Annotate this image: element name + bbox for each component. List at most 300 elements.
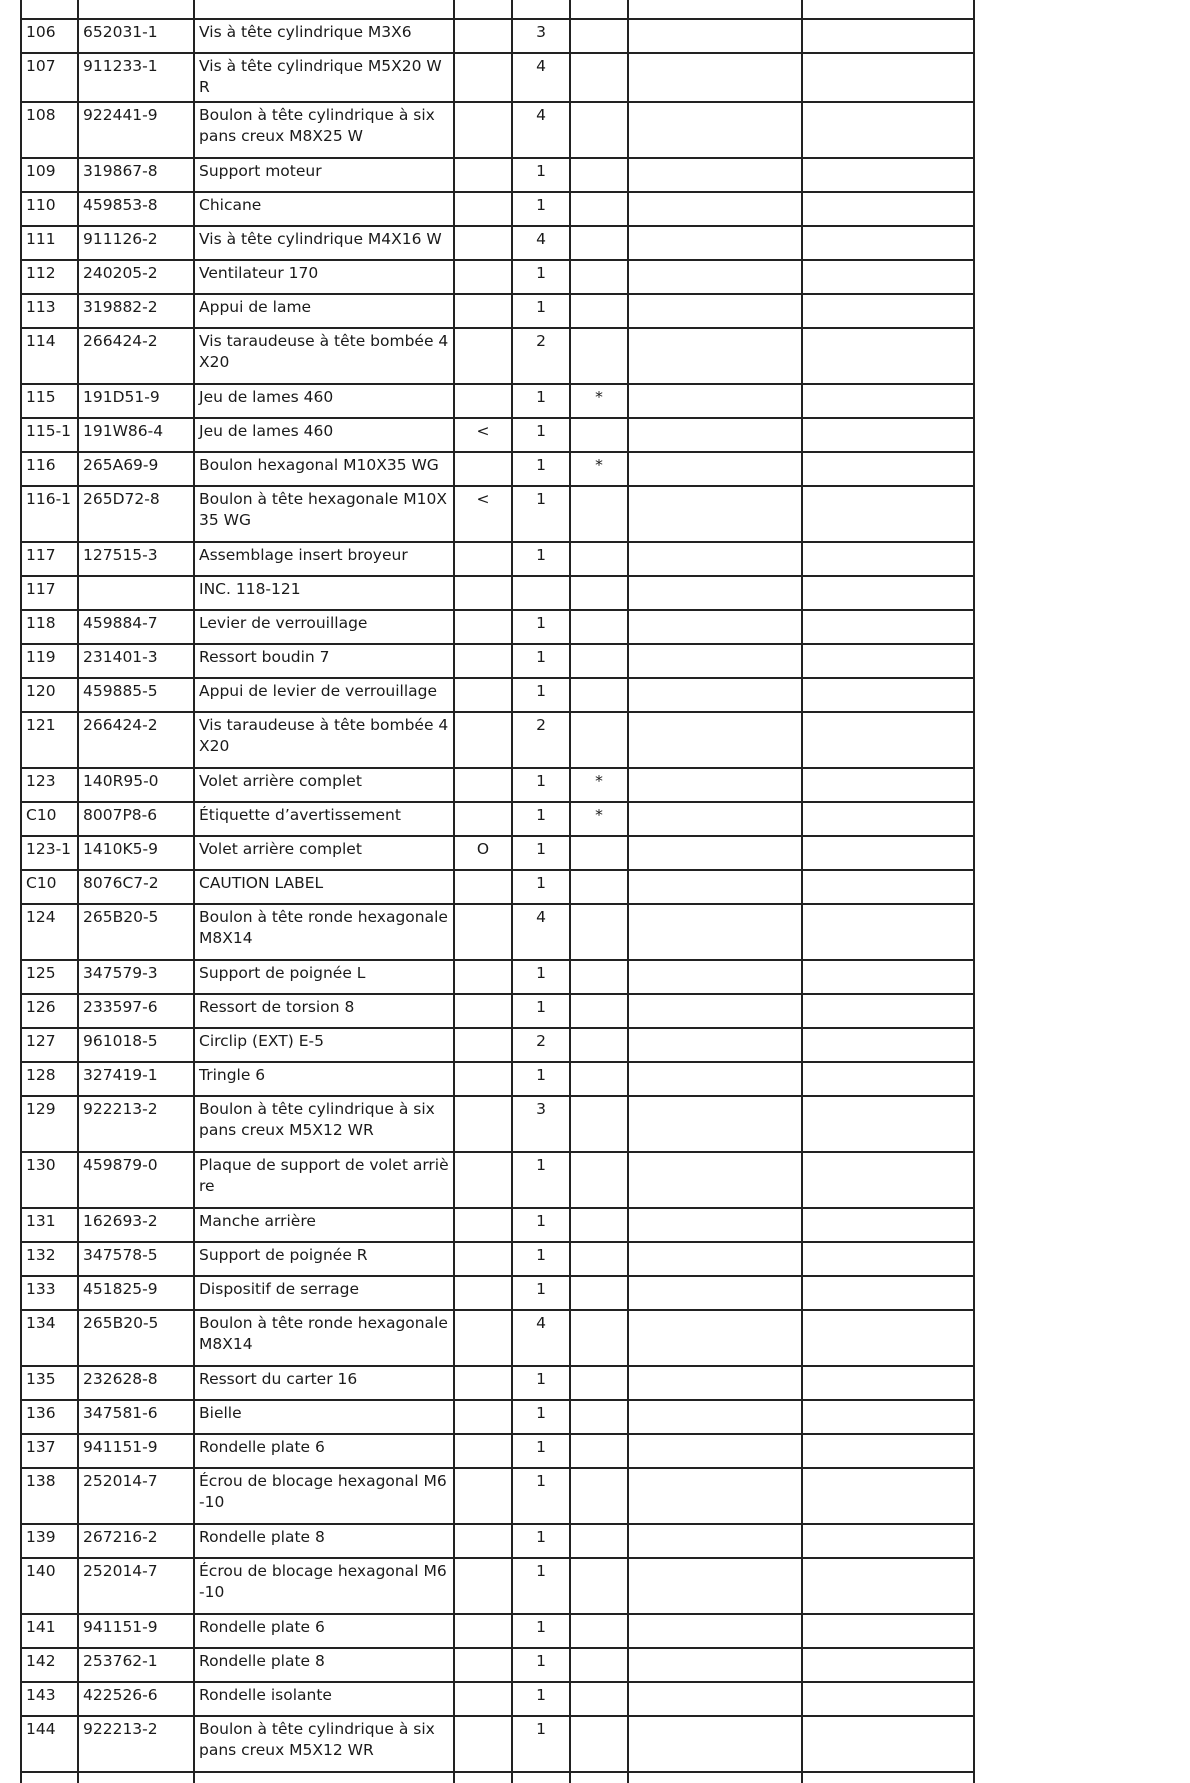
blank-cell xyxy=(628,542,802,576)
blank-cell xyxy=(802,1682,974,1716)
flag-cell xyxy=(570,1310,628,1366)
item-number-cell: 129 xyxy=(21,1096,78,1152)
change-mark-cell xyxy=(454,1152,512,1208)
change-mark-cell xyxy=(454,576,512,610)
table-row xyxy=(21,53,974,102)
item-number-cell: 138 xyxy=(21,1468,78,1524)
table-row xyxy=(21,1400,974,1434)
quantity-cell: 1 xyxy=(512,452,570,486)
change-mark-cell xyxy=(454,384,512,418)
quantity-cell: 1 xyxy=(512,1242,570,1276)
blank-cell xyxy=(802,1772,974,1783)
quantity-cell: 1 xyxy=(512,260,570,294)
table-row xyxy=(21,158,974,192)
item-number-cell: 141 xyxy=(21,1614,78,1648)
blank-cell xyxy=(802,1434,974,1468)
blank-cell xyxy=(802,452,974,486)
change-mark-cell xyxy=(454,1276,512,1310)
change-mark-cell xyxy=(454,102,512,158)
part-number-cell: 327419-1 xyxy=(78,1062,194,1096)
blank-cell xyxy=(628,1242,802,1276)
blank-cell xyxy=(802,1648,974,1682)
flag-cell: * xyxy=(570,802,628,836)
table-row xyxy=(21,1208,974,1242)
flag-cell xyxy=(570,226,628,260)
flag-cell xyxy=(570,1716,628,1772)
change-mark-cell xyxy=(454,960,512,994)
flag-cell xyxy=(570,836,628,870)
quantity-cell: 1 xyxy=(512,644,570,678)
blank-cell xyxy=(628,1366,802,1400)
table-row xyxy=(21,1276,974,1310)
part-number-cell: 922213-2 xyxy=(78,1096,194,1152)
change-mark-cell xyxy=(454,1208,512,1242)
quantity-cell: 3 xyxy=(512,19,570,53)
blank-cell xyxy=(628,1152,802,1208)
description-cell: Rondelle plate 6 xyxy=(194,1434,454,1468)
item-number-cell: 140 xyxy=(21,1558,78,1614)
description-cell: CAUTION LABEL xyxy=(194,870,454,904)
quantity-cell: 4 xyxy=(512,53,570,102)
part-number-cell: 191W86-4 xyxy=(78,418,194,452)
flag-cell xyxy=(570,1276,628,1310)
description-cell: Écrou de blocage hexagonal M6-10 xyxy=(194,1558,454,1614)
flag-cell: * xyxy=(570,452,628,486)
change-mark-cell xyxy=(454,1062,512,1096)
part-number-cell: 162693-2 xyxy=(78,1208,194,1242)
description-cell: Plaque de support de volet arrière xyxy=(194,1152,454,1208)
part-number-cell: 8076C7-2 xyxy=(78,870,194,904)
part-number-cell: 233597-6 xyxy=(78,994,194,1028)
flag-cell xyxy=(570,294,628,328)
blank-cell xyxy=(628,1558,802,1614)
item-number-cell: 121 xyxy=(21,712,78,768)
table-row xyxy=(21,802,974,836)
item-number-cell: 131 xyxy=(21,1208,78,1242)
change-mark-cell xyxy=(454,1310,512,1366)
table-row xyxy=(21,1558,974,1614)
quantity-cell: 1 xyxy=(512,192,570,226)
flag-cell xyxy=(570,1434,628,1468)
description-cell: Volet arrière complet xyxy=(194,836,454,870)
flag-cell xyxy=(570,1242,628,1276)
table-row xyxy=(21,994,974,1028)
blank-cell xyxy=(802,644,974,678)
table-row xyxy=(21,226,974,260)
change-mark-cell xyxy=(454,712,512,768)
blank-cell xyxy=(628,486,802,542)
part-number-cell: 266424-2 xyxy=(78,328,194,384)
table-continuation-row xyxy=(21,1772,974,1783)
table-row xyxy=(21,384,974,418)
quantity-cell: 2 xyxy=(512,712,570,768)
part-number-cell: 319882-2 xyxy=(78,294,194,328)
quantity-cell: 1 xyxy=(512,1062,570,1096)
part-number-cell: 941151-9 xyxy=(78,1434,194,1468)
description-cell: Ressort boudin 7 xyxy=(194,644,454,678)
table-row xyxy=(21,960,974,994)
part-number-cell: 319867-8 xyxy=(78,158,194,192)
flag-cell xyxy=(570,19,628,53)
quantity-cell: 1 xyxy=(512,960,570,994)
blank-cell xyxy=(628,836,802,870)
item-number-cell: 127 xyxy=(21,1028,78,1062)
table-row xyxy=(21,836,974,870)
blank-cell xyxy=(802,328,974,384)
quantity-cell: 1 xyxy=(512,1400,570,1434)
blank-cell xyxy=(21,1772,78,1783)
change-mark-cell xyxy=(454,1434,512,1468)
table-row xyxy=(21,542,974,576)
flag-cell xyxy=(570,328,628,384)
blank-cell xyxy=(628,1208,802,1242)
quantity-cell: 4 xyxy=(512,226,570,260)
quantity-cell: 1 xyxy=(512,1366,570,1400)
quantity-cell: 1 xyxy=(512,384,570,418)
description-cell: Vis à tête cylindrique M4X16 W xyxy=(194,226,454,260)
blank-cell xyxy=(628,53,802,102)
part-number-cell: 911126-2 xyxy=(78,226,194,260)
item-number-cell: 135 xyxy=(21,1366,78,1400)
item-number-cell: 116 xyxy=(21,452,78,486)
blank-cell xyxy=(802,542,974,576)
blank-cell xyxy=(628,452,802,486)
blank-cell xyxy=(802,610,974,644)
item-number-cell: 106 xyxy=(21,19,78,53)
part-number-cell: 231401-3 xyxy=(78,644,194,678)
description-cell: Ressort du carter 16 xyxy=(194,1366,454,1400)
description-cell: Ventilateur 170 xyxy=(194,260,454,294)
blank-cell xyxy=(628,226,802,260)
blank-cell xyxy=(802,1468,974,1524)
table-row xyxy=(21,1242,974,1276)
flag-cell xyxy=(570,1096,628,1152)
change-mark-cell xyxy=(454,610,512,644)
item-number-cell: 117 xyxy=(21,576,78,610)
quantity-cell: 1 xyxy=(512,158,570,192)
quantity-cell: 1 xyxy=(512,1614,570,1648)
blank-cell xyxy=(802,158,974,192)
description-cell: Vis taraudeuse à tête bombée 4X20 xyxy=(194,712,454,768)
change-mark-cell xyxy=(454,158,512,192)
change-mark-cell xyxy=(454,192,512,226)
part-number-cell: 253762-1 xyxy=(78,1648,194,1682)
blank-cell xyxy=(628,644,802,678)
description-cell: Dispositif de serrage xyxy=(194,1276,454,1310)
column-divider-lines xyxy=(20,0,982,20)
change-mark-cell xyxy=(454,1716,512,1772)
description-cell: Circlip (EXT) E-5 xyxy=(194,1028,454,1062)
description-cell: Jeu de lames 460 xyxy=(194,384,454,418)
part-number-cell xyxy=(78,576,194,610)
item-number-cell: 128 xyxy=(21,1062,78,1096)
table-row xyxy=(21,1310,974,1366)
table-row xyxy=(21,452,974,486)
blank-cell xyxy=(802,53,974,102)
part-number-cell: 459885-5 xyxy=(78,678,194,712)
blank-cell xyxy=(628,1096,802,1152)
quantity-cell: 1 xyxy=(512,1716,570,1772)
part-number-cell: 347578-5 xyxy=(78,1242,194,1276)
blank-cell xyxy=(802,1276,974,1310)
flag-cell xyxy=(570,994,628,1028)
part-number-cell: 8007P8-6 xyxy=(78,802,194,836)
item-number-cell: C10 xyxy=(21,802,78,836)
blank-cell xyxy=(628,102,802,158)
description-cell: Boulon à tête cylindrique à six pans creux M5X12 WR xyxy=(194,1716,454,1772)
part-number-cell: 267216-2 xyxy=(78,1524,194,1558)
blank-cell xyxy=(628,1062,802,1096)
blank-cell xyxy=(802,19,974,53)
blank-cell xyxy=(628,1468,802,1524)
blank-cell xyxy=(628,1614,802,1648)
blank-cell xyxy=(194,1772,454,1783)
part-number-cell: 265B20-5 xyxy=(78,904,194,960)
item-number-cell: 110 xyxy=(21,192,78,226)
blank-cell xyxy=(802,1614,974,1648)
table-row xyxy=(21,1152,974,1208)
blank-cell xyxy=(802,1716,974,1772)
quantity-cell: 1 xyxy=(512,1152,570,1208)
change-mark-cell xyxy=(454,768,512,802)
item-number-cell: 107 xyxy=(21,53,78,102)
blank-cell xyxy=(802,260,974,294)
part-number-cell: 922213-2 xyxy=(78,1716,194,1772)
item-number-cell: 113 xyxy=(21,294,78,328)
item-number-cell: 117 xyxy=(21,542,78,576)
change-mark-cell xyxy=(454,328,512,384)
blank-cell xyxy=(802,1400,974,1434)
blank-cell xyxy=(628,1524,802,1558)
part-number-cell: 451825-9 xyxy=(78,1276,194,1310)
blank-cell xyxy=(628,870,802,904)
table-row xyxy=(21,712,974,768)
flag-cell xyxy=(570,1682,628,1716)
description-cell: Vis à tête cylindrique M5X20 WR xyxy=(194,53,454,102)
item-number-cell: 143 xyxy=(21,1682,78,1716)
blank-cell xyxy=(802,192,974,226)
item-number-cell: 125 xyxy=(21,960,78,994)
part-number-cell: 232628-8 xyxy=(78,1366,194,1400)
description-cell: INC. 118-121 xyxy=(194,576,454,610)
blank-cell xyxy=(802,870,974,904)
flag-cell xyxy=(570,712,628,768)
item-number-cell: 126 xyxy=(21,994,78,1028)
part-number-cell: 191D51-9 xyxy=(78,384,194,418)
description-cell: Rondelle plate 8 xyxy=(194,1524,454,1558)
part-number-cell: 652031-1 xyxy=(78,19,194,53)
table-row xyxy=(21,1716,974,1772)
item-number-cell: 130 xyxy=(21,1152,78,1208)
description-cell: Boulon hexagonal M10X35 WG xyxy=(194,452,454,486)
blank-cell xyxy=(802,1208,974,1242)
table-top-continuation xyxy=(20,0,982,20)
item-number-cell: 136 xyxy=(21,1400,78,1434)
change-mark-cell xyxy=(454,1028,512,1062)
blank-cell xyxy=(802,576,974,610)
description-cell: Support de poignée R xyxy=(194,1242,454,1276)
description-cell: Boulon à tête hexagonale M10X35 WG xyxy=(194,486,454,542)
description-cell: Volet arrière complet xyxy=(194,768,454,802)
description-cell: Boulon à tête ronde hexagonale M8X14 xyxy=(194,1310,454,1366)
blank-cell xyxy=(802,1152,974,1208)
description-cell: Chicane xyxy=(194,192,454,226)
quantity-cell: 2 xyxy=(512,1028,570,1062)
change-mark-cell xyxy=(454,1614,512,1648)
blank-cell xyxy=(628,1682,802,1716)
change-mark-cell xyxy=(454,802,512,836)
blank-cell xyxy=(802,1310,974,1366)
change-mark-cell xyxy=(454,226,512,260)
change-mark-cell xyxy=(454,870,512,904)
blank-cell xyxy=(628,1276,802,1310)
blank-cell xyxy=(802,294,974,328)
blank-cell xyxy=(628,904,802,960)
item-number-cell: 132 xyxy=(21,1242,78,1276)
description-cell: Écrou de blocage hexagonal M6-10 xyxy=(194,1468,454,1524)
part-number-cell: 922441-9 xyxy=(78,102,194,158)
quantity-cell: 1 xyxy=(512,418,570,452)
blank-cell xyxy=(802,1028,974,1062)
flag-cell xyxy=(570,1366,628,1400)
change-mark-cell xyxy=(454,1400,512,1434)
quantity-cell: 1 xyxy=(512,1648,570,1682)
item-number-cell: 112 xyxy=(21,260,78,294)
part-number-cell: 459879-0 xyxy=(78,1152,194,1208)
item-number-cell: 139 xyxy=(21,1524,78,1558)
part-number-cell: 911233-1 xyxy=(78,53,194,102)
item-number-cell: 123 xyxy=(21,768,78,802)
quantity-cell: 1 xyxy=(512,870,570,904)
part-number-cell: 422526-6 xyxy=(78,1682,194,1716)
blank-cell xyxy=(628,994,802,1028)
change-mark-cell xyxy=(454,994,512,1028)
quantity-cell: 2 xyxy=(512,328,570,384)
part-number-cell: 266424-2 xyxy=(78,712,194,768)
item-number-cell: 115 xyxy=(21,384,78,418)
flag-cell xyxy=(570,1524,628,1558)
description-cell: Tringle 6 xyxy=(194,1062,454,1096)
blank-cell xyxy=(802,1558,974,1614)
table-row xyxy=(21,904,974,960)
flag-cell xyxy=(570,192,628,226)
parts-list-table xyxy=(20,18,975,1783)
table-row xyxy=(21,644,974,678)
item-number-cell: 134 xyxy=(21,1310,78,1366)
blank-cell xyxy=(628,1028,802,1062)
change-mark-cell: < xyxy=(454,486,512,542)
blank-cell xyxy=(802,712,974,768)
description-cell: Appui de levier de verrouillage xyxy=(194,678,454,712)
item-number-cell: 142 xyxy=(21,1648,78,1682)
quantity-cell: 1 xyxy=(512,294,570,328)
table-row xyxy=(21,102,974,158)
part-number-cell: 941151-9 xyxy=(78,1614,194,1648)
blank-cell xyxy=(454,1772,512,1783)
change-mark-cell xyxy=(454,678,512,712)
part-number-cell: 459884-7 xyxy=(78,610,194,644)
flag-cell xyxy=(570,1062,628,1096)
blank-cell xyxy=(802,226,974,260)
change-mark-cell xyxy=(454,1096,512,1152)
flag-cell xyxy=(570,1648,628,1682)
blank-cell xyxy=(628,802,802,836)
change-mark-cell xyxy=(454,1558,512,1614)
table-row xyxy=(21,19,974,53)
part-number-cell: 252014-7 xyxy=(78,1468,194,1524)
blank-cell xyxy=(628,1310,802,1366)
blank-cell xyxy=(802,486,974,542)
blank-cell xyxy=(628,1648,802,1682)
table-row xyxy=(21,1614,974,1648)
change-mark-cell xyxy=(454,1682,512,1716)
description-cell: Boulon à tête ronde hexagonale M8X14 xyxy=(194,904,454,960)
change-mark-cell xyxy=(454,294,512,328)
table-row xyxy=(21,1648,974,1682)
description-cell: Rondelle plate 8 xyxy=(194,1648,454,1682)
table-row xyxy=(21,1468,974,1524)
blank-cell xyxy=(802,960,974,994)
description-cell: Jeu de lames 460 xyxy=(194,418,454,452)
description-cell: Appui de lame xyxy=(194,294,454,328)
item-number-cell: 111 xyxy=(21,226,78,260)
description-cell: Levier de verrouillage xyxy=(194,610,454,644)
table-row xyxy=(21,576,974,610)
part-number-cell: 265B20-5 xyxy=(78,1310,194,1366)
quantity-cell: 1 xyxy=(512,542,570,576)
flag-cell xyxy=(570,576,628,610)
description-cell: Boulon à tête cylindrique à six pans creux M5X12 WR xyxy=(194,1096,454,1152)
blank-cell xyxy=(802,904,974,960)
part-number-cell: 252014-7 xyxy=(78,1558,194,1614)
quantity-cell: 1 xyxy=(512,768,570,802)
flag-cell xyxy=(570,644,628,678)
flag-cell: * xyxy=(570,384,628,418)
quantity-cell: 1 xyxy=(512,486,570,542)
quantity-cell: 4 xyxy=(512,904,570,960)
blank-cell xyxy=(802,678,974,712)
description-cell: Support de poignée L xyxy=(194,960,454,994)
flag-cell xyxy=(570,960,628,994)
flag-cell xyxy=(570,542,628,576)
item-number-cell: 116-1 xyxy=(21,486,78,542)
table-row xyxy=(21,418,974,452)
flag-cell xyxy=(570,1468,628,1524)
item-number-cell: 124 xyxy=(21,904,78,960)
description-cell: Rondelle isolante xyxy=(194,1682,454,1716)
blank-cell xyxy=(628,418,802,452)
blank-cell xyxy=(512,1772,570,1783)
quantity-cell: 1 xyxy=(512,1468,570,1524)
table-row xyxy=(21,1096,974,1152)
blank-cell xyxy=(628,1400,802,1434)
quantity-cell: 3 xyxy=(512,1096,570,1152)
flag-cell xyxy=(570,1614,628,1648)
flag-cell xyxy=(570,260,628,294)
item-number-cell: 109 xyxy=(21,158,78,192)
blank-cell xyxy=(628,768,802,802)
blank-cell xyxy=(802,1366,974,1400)
blank-cell xyxy=(802,384,974,418)
blank-cell xyxy=(628,158,802,192)
quantity-cell: 1 xyxy=(512,836,570,870)
table-row xyxy=(21,870,974,904)
part-number-cell: 127515-3 xyxy=(78,542,194,576)
change-mark-cell xyxy=(454,542,512,576)
description-cell: Bielle xyxy=(194,1400,454,1434)
blank-cell xyxy=(628,384,802,418)
blank-cell xyxy=(802,836,974,870)
